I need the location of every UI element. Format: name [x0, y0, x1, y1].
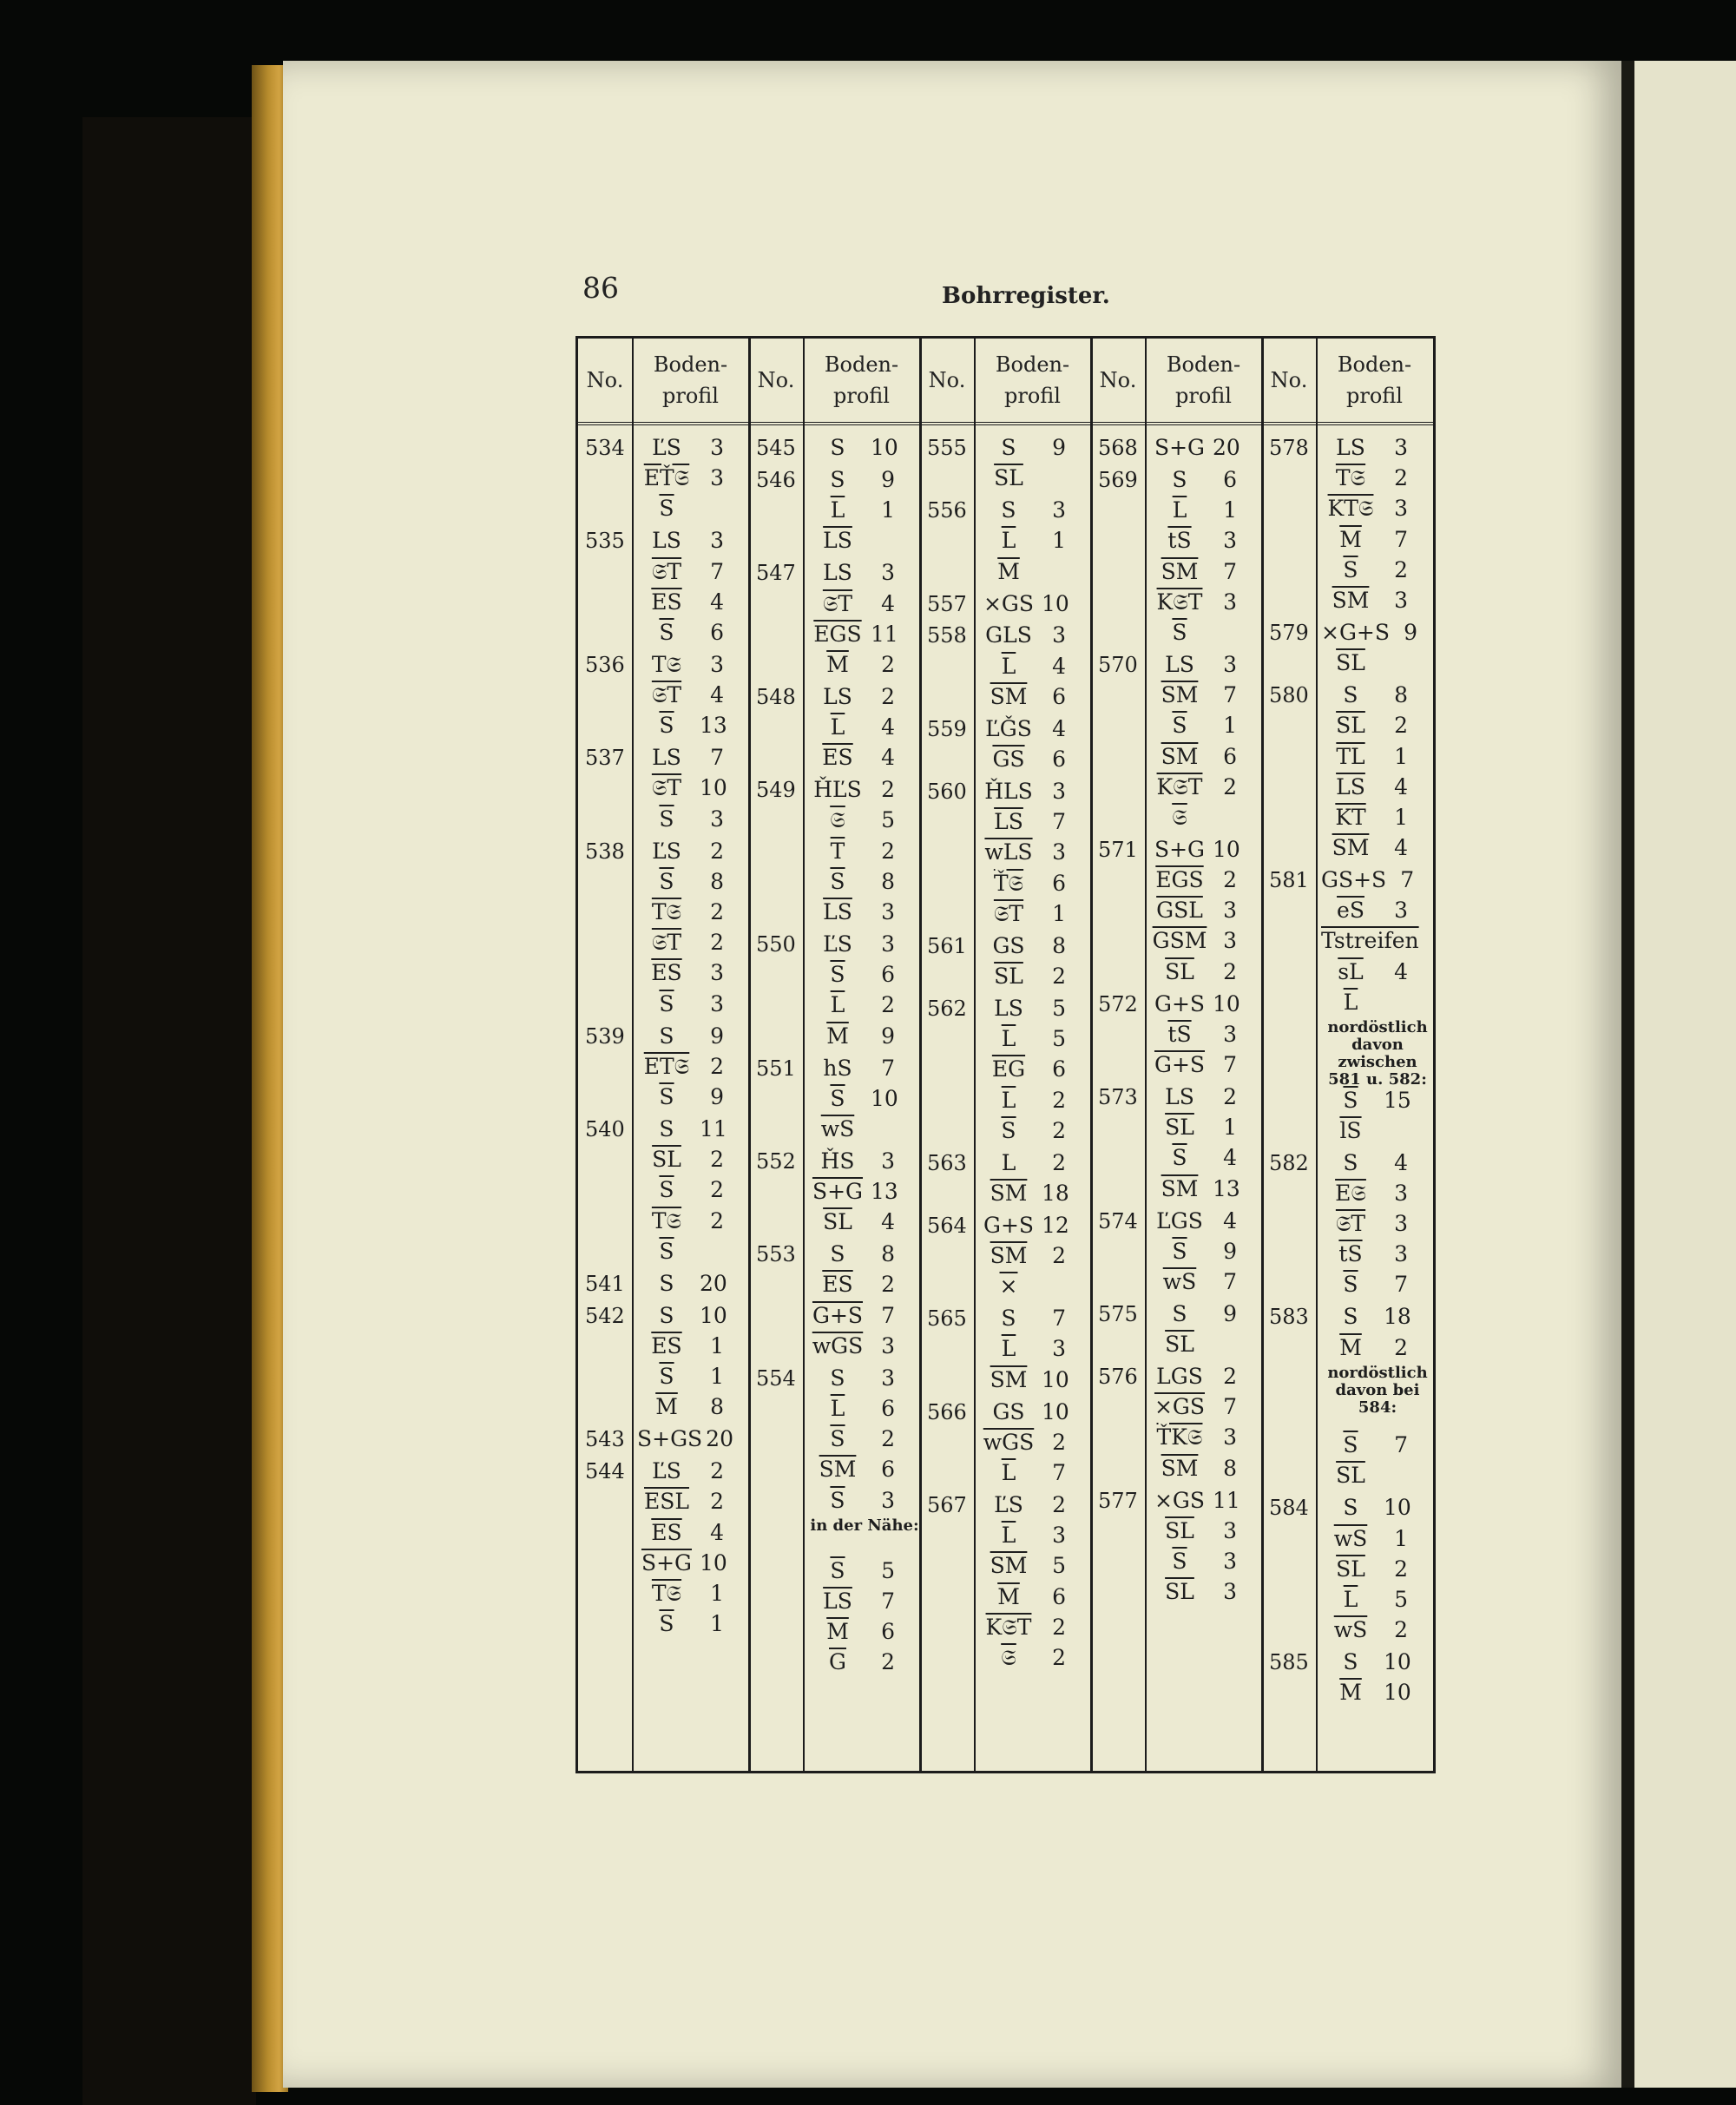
soil-profile-layer: $\overline{SM}$ 3	[1332, 588, 1408, 613]
bore-number: 584	[1269, 1496, 1309, 1521]
soil-profile-layer: 𝔖T 4	[651, 682, 724, 708]
bore-number: 542	[585, 1303, 625, 1328]
bore-number: 581	[1269, 868, 1309, 893]
bore-number: 552	[756, 1148, 796, 1174]
soil-profile-layer: G+S 7	[1154, 1052, 1237, 1078]
header-bodenprofil: Boden- profil	[653, 352, 728, 408]
subcolumn-rule	[803, 339, 805, 1771]
soil-profile-layer: S 9	[1172, 1300, 1237, 1326]
soil-profile-layer: $\overline{ES}$ 4	[822, 745, 895, 771]
soil-profile-layer: $\overline{GS}$ 6	[992, 747, 1066, 773]
soil-profile-layer: $\overline{S}$ 1	[659, 1364, 724, 1390]
soil-profile-layer: $\overline{LS}$ 3	[823, 899, 895, 925]
soil-profile-layer: T𝔖 2	[651, 1207, 724, 1233]
soil-profile-layer: ĽS 2	[652, 1458, 724, 1484]
column-rule	[1261, 339, 1264, 1771]
soil-profile-layer: $\overline{SL}$ 2	[1165, 958, 1237, 984]
soil-profile-layer: $\overline{M}$ 9	[826, 1023, 895, 1049]
soil-profile-layer: ×GS 10	[983, 590, 1069, 616]
soil-profile-layer: $\overline{SL}$ 4	[823, 1209, 895, 1235]
soil-profile-layer: hS 7	[823, 1055, 895, 1081]
soil-profile-layer: $\overline{L}$ 1	[830, 497, 895, 523]
soil-profile-layer: $\overline{S}$ 2	[830, 1426, 895, 1452]
table-header	[578, 339, 1433, 425]
bore-number: 569	[1098, 467, 1138, 492]
soil-profile-layer: T𝔖 2	[1335, 465, 1408, 491]
bore-number: 577	[1098, 1488, 1138, 1513]
soil-profile-layer: ×GS 7	[1154, 1394, 1237, 1420]
soil-profile-layer: GLS 3	[985, 622, 1066, 648]
soil-profile-layer: $\overline{SL}$ 2	[652, 1147, 724, 1173]
soil-profile-layer: $\overline{SM}$ 6	[990, 683, 1066, 709]
soil-profile-layer: Tstreifen	[1321, 928, 1419, 954]
soil-profile-layer: EŤ𝔖 3	[643, 465, 724, 491]
bore-number: 560	[927, 780, 967, 804]
soil-profile-layer: $\overline{S}$ 9	[659, 1084, 724, 1109]
bore-number: 583	[1269, 1305, 1309, 1330]
bore-number: 550	[756, 932, 796, 957]
soil-profile-layer: $\overline{tS}$ 3	[1167, 1021, 1237, 1047]
soil-profile-layer: $\overline{SM}$ 6	[1161, 743, 1237, 769]
soil-profile-layer: LGS 2	[1156, 1364, 1237, 1390]
soil-profile-layer: $\overline{SM}$ 8	[1161, 1455, 1237, 1481]
soil-profile-layer: $\overline{S}$ 1	[1172, 713, 1237, 739]
bore-number: 573	[1098, 1085, 1138, 1109]
soil-profile-layer: S 8	[1343, 682, 1408, 708]
bore-number: 555	[927, 436, 967, 460]
bore-number: 546	[756, 467, 796, 492]
soil-profile-layer: $\overline{SL}$ 2	[1336, 713, 1408, 739]
soil-profile-layer: $\overline{S}$ 3	[659, 806, 724, 832]
soil-profile-layer: $\overline{M}$ 7	[1339, 526, 1408, 552]
soil-profile-layer: $\overline{ES}$ 4	[651, 1519, 724, 1545]
soil-profile-layer: $\overline{EGS}$ 2	[1155, 867, 1237, 893]
soil-profile-layer: $\overline{wGS}$ 2	[983, 1429, 1066, 1455]
bore-number: 549	[756, 778, 796, 803]
soil-profile-layer: ȞLS 3	[984, 779, 1066, 804]
soil-profile-layer: $\overline{LS}$	[823, 528, 852, 554]
running-title: Bohrregister.	[942, 283, 1110, 309]
soil-profile-layer: S 4	[1343, 1149, 1408, 1175]
soil-profile-layer: $\overline{M}$ 8	[655, 1394, 724, 1420]
soil-profile-layer: $\overline{S}$ 7	[1343, 1432, 1408, 1458]
bore-number: 566	[927, 1399, 967, 1424]
soil-profile-layer: LS 7	[652, 745, 724, 771]
soil-profile-layer: $\overline{S}$ 15	[1343, 1087, 1411, 1113]
soil-profile-layer: GS 10	[992, 1398, 1069, 1424]
bore-number: 574	[1098, 1208, 1138, 1233]
soil-profile-layer: S+GS 20	[637, 1426, 733, 1452]
bore-number: 564	[927, 1213, 967, 1238]
bore-number: 561	[927, 933, 967, 958]
soil-profile-layer: S+G 20	[1154, 435, 1240, 460]
soil-profile-layer: $\overline{SM}$ 6	[819, 1457, 895, 1483]
soil-profile-layer: $\overline{SM}$ 13	[1161, 1175, 1240, 1201]
subcolumn-rule	[1316, 339, 1318, 1771]
soil-profile-layer: ×	[999, 1273, 1018, 1299]
soil-profile-layer: $\overline{GSM}$ 3	[1152, 928, 1237, 954]
soil-profile-layer: $\overline{SM}$ 18	[990, 1180, 1069, 1206]
soil-profile-layer: $\overline{wS}$ 1	[1333, 1525, 1408, 1551]
soil-profile-layer: $\overline{M}$ 10	[1339, 1680, 1411, 1706]
soil-profile-layer: $\overline{LS}$ 7	[994, 809, 1066, 835]
soil-profile-layer: S 6	[1172, 466, 1237, 492]
soil-profile-layer: S 9	[1001, 435, 1066, 460]
soil-profile-layer: $\overline{S}$ 6	[659, 619, 724, 645]
soil-profile-layer: $\overline{ES}$ 2	[822, 1272, 895, 1298]
soil-profile-layer: $\overline{L}$ 3	[1001, 1523, 1066, 1549]
soil-profile-layer: $\overline{SM}$ 4	[1332, 835, 1408, 861]
soil-profile-layer: G+S 10	[1154, 990, 1240, 1016]
bore-number: 575	[1098, 1301, 1138, 1326]
soil-profile-layer: KT𝔖 3	[1327, 496, 1408, 522]
soil-profile-layer: LS 2	[823, 683, 895, 709]
bore-number: 582	[1269, 1150, 1309, 1175]
soil-profile-layer: ĽGS 4	[1156, 1207, 1237, 1233]
soil-profile-layer: ×GS 11	[1154, 1487, 1240, 1513]
column-rule	[748, 339, 751, 1771]
soil-profile-layer: nordöstlich davon zwischen 581 u. 582:	[1327, 1018, 1428, 1089]
soil-profile-layer: LS 5	[994, 995, 1066, 1021]
soil-profile-layer: $\overline{wGS}$ 3	[812, 1332, 895, 1358]
soil-profile-layer: $\overline{SM}$ 10	[990, 1366, 1069, 1392]
soil-profile-layer: 𝔖T 7	[651, 558, 724, 584]
soil-profile-layer: 𝔖T 3	[1335, 1211, 1408, 1237]
soil-profile-layer: in der Nähe:	[810, 1516, 919, 1535]
soil-profile-layer: $\overline{wS}$	[820, 1115, 855, 1141]
soil-profile-layer: $\overline{S}$ 10	[830, 1085, 898, 1111]
soil-profile-layer: T𝔖 2	[651, 899, 724, 925]
soil-profile-layer: S+G 10	[1154, 836, 1240, 862]
right-page	[1634, 61, 1736, 2088]
bore-number: 562	[927, 996, 967, 1021]
soil-profile-layer: K𝔖T 3	[1156, 589, 1237, 615]
bore-number: 547	[756, 561, 796, 586]
soil-profile-layer: $\overline{S}$ 8	[659, 868, 724, 894]
bore-number: 568	[1098, 436, 1138, 460]
soil-profile-layer: $\overline{SM}$ 7	[1161, 682, 1237, 708]
bore-number: 558	[927, 623, 967, 648]
soil-profile-layer: LS 3	[1165, 651, 1237, 677]
header-no: No.	[928, 368, 966, 392]
soil-profile-layer: $\overline{TL}$ 1	[1336, 743, 1408, 769]
soil-profile-layer: $\overline{ES}$ 1	[651, 1332, 724, 1358]
soil-profile-layer: $\overline{EGS}$ 11	[813, 621, 898, 647]
soil-profile-layer: $\overline{L}$ 5	[1001, 1026, 1066, 1052]
soil-profile-layer: $\overline{L}$ 7	[1001, 1459, 1066, 1485]
header-no: No.	[586, 368, 624, 392]
soil-profile-layer: LS 3	[652, 528, 724, 554]
bore-number: 554	[756, 1365, 796, 1391]
soil-profile-layer: 𝔖T 1	[993, 900, 1066, 926]
bore-number: 563	[927, 1150, 967, 1175]
column-rule	[1090, 339, 1093, 1771]
soil-profile-layer: ĽS 3	[652, 435, 724, 460]
soil-profile-layer: G+S 7	[812, 1302, 895, 1328]
soil-profile-layer: 𝔖	[1172, 804, 1187, 830]
header-no: No.	[1099, 368, 1137, 392]
soil-profile-layer: S 11	[659, 1115, 727, 1141]
soil-profile-layer: $\overline{S}$	[1172, 619, 1187, 645]
soil-profile-layer: 𝔖 5	[830, 807, 895, 833]
soil-profile-layer: S 20	[659, 1270, 727, 1296]
soil-profile-layer: 𝔖T 10	[651, 775, 727, 801]
soil-profile-layer: $\overline{G}$ 2	[829, 1649, 895, 1675]
soil-profile-layer: $\overline{S}$ 1	[659, 1611, 724, 1637]
soil-profile-layer: ȞS 3	[820, 1148, 895, 1174]
soil-profile-layer: ĽS 2	[652, 838, 724, 864]
bore-number: 544	[585, 1459, 625, 1484]
soil-profile-layer: $\overline{SL}$ 2	[1336, 1556, 1408, 1582]
soil-profile-layer: T𝔖 3	[651, 651, 724, 677]
soil-profile-layer: $\overline{S}$ 2	[659, 1177, 724, 1203]
soil-profile-layer: $\overline{SM}$ 7	[1161, 558, 1237, 584]
soil-profile-layer: S 10	[830, 435, 898, 460]
soil-profile-layer: $\overline{M}$ 2	[1339, 1334, 1408, 1360]
header-bodenprofil: Boden- profil	[1337, 352, 1412, 408]
soil-profile-layer: ×G+S 9	[1321, 619, 1417, 645]
soil-profile-layer: $\overline{S}$ 5	[830, 1557, 895, 1583]
bore-number: 579	[1269, 620, 1309, 645]
soil-profile-layer: $\overline{EG}$ 6	[991, 1056, 1066, 1082]
bore-number: 534	[585, 436, 625, 460]
soil-profile-layer: $\overline{S}$ 2	[1001, 1117, 1066, 1143]
soil-profile-layer: ŤK𝔖 3	[1156, 1424, 1237, 1450]
soil-profile-layer: S 7	[1001, 1306, 1066, 1332]
bore-number: 538	[585, 839, 625, 864]
soil-profile-layer: LS 3	[823, 560, 895, 586]
soil-profile-layer: S 3	[1001, 497, 1066, 523]
soil-profile-layer: GS 8	[992, 932, 1066, 958]
bore-register-table	[575, 336, 1436, 1773]
bore-number: 539	[585, 1023, 625, 1049]
soil-profile-layer: 𝔖 2	[1001, 1644, 1066, 1670]
soil-profile-layer: $\overline{S}$ 3	[830, 1487, 895, 1513]
soil-profile-layer: $\overline{L}$ 1	[1172, 497, 1237, 523]
bore-number: 578	[1269, 436, 1309, 460]
soil-profile-layer: $\overline{S}$ 9	[1172, 1238, 1237, 1264]
soil-profile-layer: $\overline{LS}$ 7	[823, 1588, 895, 1614]
soil-profile-layer: $\overline{SM}$ 2	[990, 1243, 1066, 1269]
soil-profile-layer: $\overline{ES}$ 3	[651, 960, 724, 986]
bore-number: 565	[927, 1306, 967, 1332]
soil-profile-layer: ȞĽS 2	[813, 777, 895, 803]
soil-profile-layer: $\overline{S}$ 8	[830, 868, 895, 894]
soil-profile-layer: $\overline{S}$	[659, 1238, 674, 1264]
soil-profile-layer: 𝔖T 4	[822, 590, 895, 616]
soil-profile-layer: $\overline{SL}$ 1	[1165, 1115, 1237, 1141]
bore-number: 540	[585, 1116, 625, 1141]
bore-number: 543	[585, 1427, 625, 1452]
bore-number: 557	[927, 591, 967, 616]
soil-profile-layer: $\overline{L}$ 6	[830, 1396, 895, 1422]
soil-profile-layer: $\overline{T}$ 2	[830, 838, 895, 864]
soil-profile-layer: $\overline{L}$ 4	[830, 714, 895, 740]
soil-profile-layer: G+S 12	[983, 1212, 1069, 1238]
soil-profile-layer: $\overline{wLS}$ 3	[984, 839, 1066, 865]
soil-profile-layer: $\overline{wS}$ 7	[1162, 1268, 1237, 1294]
soil-profile-layer: K𝔖T 2	[985, 1614, 1066, 1640]
soil-profile-layer: $\overline{LS}$ 4	[1336, 773, 1408, 799]
soil-profile-layer: $\overline{SL}$	[1165, 1332, 1194, 1358]
page-number: 86	[582, 271, 619, 305]
soil-profile-layer: ĽS 2	[994, 1491, 1066, 1517]
soil-profile-layer: 𝔖T 2	[651, 930, 724, 956]
soil-profile-layer: E𝔖 3	[1335, 1180, 1408, 1206]
bore-number: 548	[756, 684, 796, 709]
soil-profile-layer: $\overline{tS}$ 3	[1167, 528, 1237, 554]
soil-profile-layer: $\overline{SL}$	[1336, 650, 1365, 676]
soil-profile-layer: S+G 10	[641, 1549, 727, 1575]
soil-profile-layer: Ť𝔖 6	[993, 870, 1066, 896]
soil-profile-layer: S 9	[830, 466, 895, 492]
soil-profile-layer: $\overline{SL}$ 3	[1165, 1579, 1237, 1605]
soil-profile-layer: $\overline{GSL}$ 3	[1156, 898, 1237, 924]
bore-number: 580	[1269, 683, 1309, 708]
bore-number: 545	[756, 436, 796, 460]
soil-profile-layer: $\overline{S}$ 3	[1172, 1549, 1237, 1575]
bore-number: 536	[585, 652, 625, 677]
soil-profile-layer: $\overline{S}$ 6	[830, 962, 895, 988]
bore-number: 551	[756, 1056, 796, 1081]
soil-profile-layer: $\overline{wS}$ 2	[1333, 1617, 1408, 1643]
soil-profile-layer: $\overline{S}$ 2	[1343, 556, 1408, 582]
column-rule	[919, 339, 922, 1771]
soil-profile-layer: S 18	[1343, 1304, 1411, 1330]
header-no: No.	[757, 368, 795, 392]
header-bodenprofil: Boden- profil	[1166, 352, 1241, 408]
soil-profile-layer: $\overline{ES}$ 4	[651, 589, 724, 615]
bore-number: 556	[927, 498, 967, 523]
bore-number: 553	[756, 1242, 796, 1267]
book-spine	[82, 117, 256, 2105]
subcolumn-rule	[632, 339, 634, 1771]
soil-profile-layer: $\overline{M}$	[997, 558, 1020, 584]
soil-profile-layer: ĽS 3	[823, 931, 895, 957]
soil-profile-layer: L 2	[1001, 1149, 1066, 1175]
soil-profile-layer: S+G 13	[812, 1179, 898, 1205]
subcolumn-rule	[1145, 339, 1147, 1771]
soil-profile-layer: $\overline{M}$ 6	[997, 1583, 1066, 1609]
soil-profile-layer: $\overline{SL}$	[994, 465, 1023, 491]
bore-number: 567	[927, 1492, 967, 1517]
bore-number: 585	[1269, 1650, 1309, 1675]
soil-profile-layer: nordöstlich davon bei 584:	[1327, 1363, 1428, 1417]
soil-profile-layer: $\overline{SM}$ 5	[990, 1553, 1066, 1579]
soil-profile-layer: ET𝔖 2	[643, 1053, 724, 1079]
bore-number: 537	[585, 746, 625, 771]
soil-profile-layer: $\overline{S}$	[659, 496, 674, 522]
soil-profile-layer: $\overline{M}$ 6	[826, 1619, 895, 1644]
soil-profile-layer: $\overline{SL}$ 3	[1165, 1517, 1237, 1543]
soil-profile-layer: $\overline{S}$ 4	[1172, 1145, 1237, 1171]
bore-number: 571	[1098, 837, 1138, 862]
soil-profile-layer: $\overline{SL}$	[1336, 1463, 1365, 1489]
soil-profile-layer: $\overline{L}$ 2	[1001, 1087, 1066, 1113]
soil-profile-layer: $\overline{lS}$	[1339, 1117, 1362, 1143]
soil-profile-layer: $\overline{L}$ 3	[1001, 1336, 1066, 1362]
soil-profile-layer: $\overline{S}$ 13	[659, 713, 727, 739]
bore-number: 576	[1098, 1365, 1138, 1390]
soil-profile-layer: $\overline{L}$	[1343, 989, 1358, 1015]
soil-profile-layer: $\overline{eS}$ 3	[1337, 898, 1408, 924]
soil-profile-layer: LS 2	[1165, 1084, 1237, 1109]
bore-number: 535	[585, 529, 625, 554]
header-bodenprofil: Boden- profil	[995, 352, 1070, 408]
soil-profile-layer: S 3	[830, 1365, 895, 1391]
soil-profile-layer: S 10	[659, 1302, 727, 1328]
soil-profile-layer: $\overline{L}$ 1	[1001, 528, 1066, 554]
soil-profile-layer: S 9	[659, 1023, 724, 1049]
soil-profile-layer: $\overline{ESL}$ 2	[644, 1489, 724, 1515]
soil-profile-layer: $\overline{S}$ 3	[659, 990, 724, 1016]
bore-number: 559	[927, 716, 967, 741]
header-bodenprofil: Boden- profil	[824, 352, 899, 408]
soil-profile-layer: $\overline{SL}$ 2	[994, 963, 1066, 989]
header-no: No.	[1270, 368, 1308, 392]
soil-profile-layer: GS+S 7	[1321, 867, 1415, 893]
soil-profile-layer: $\overline{L}$ 2	[830, 992, 895, 1018]
subcolumn-rule	[974, 339, 976, 1771]
bore-number: 570	[1098, 652, 1138, 677]
bore-number: 572	[1098, 991, 1138, 1016]
soil-profile-layer: $\overline{S}$ 7	[1343, 1272, 1408, 1298]
soil-profile-layer: $\overline{sL}$ 4	[1338, 958, 1408, 984]
soil-profile-layer: S 10	[1343, 1649, 1411, 1675]
soil-profile-layer: S 8	[830, 1241, 895, 1267]
soil-profile-layer: S 10	[1343, 1495, 1411, 1521]
soil-profile-layer: ĽǦS 4	[985, 715, 1066, 741]
soil-profile-layer: LS 3	[1336, 435, 1408, 460]
bore-number: 541	[585, 1271, 625, 1296]
soil-profile-layer: $\overline{tS}$ 3	[1338, 1241, 1408, 1267]
soil-profile-layer: $\overline{KT}$ 1	[1335, 804, 1408, 830]
soil-profile-layer: T𝔖 1	[651, 1581, 724, 1606]
soil-profile-layer: K𝔖T 2	[1156, 773, 1237, 799]
soil-profile-layer: $\overline{L}$ 4	[1001, 653, 1066, 679]
soil-profile-layer: $\overline{L}$ 5	[1343, 1587, 1408, 1613]
soil-profile-layer: $\overline{M}$ 2	[826, 651, 895, 677]
